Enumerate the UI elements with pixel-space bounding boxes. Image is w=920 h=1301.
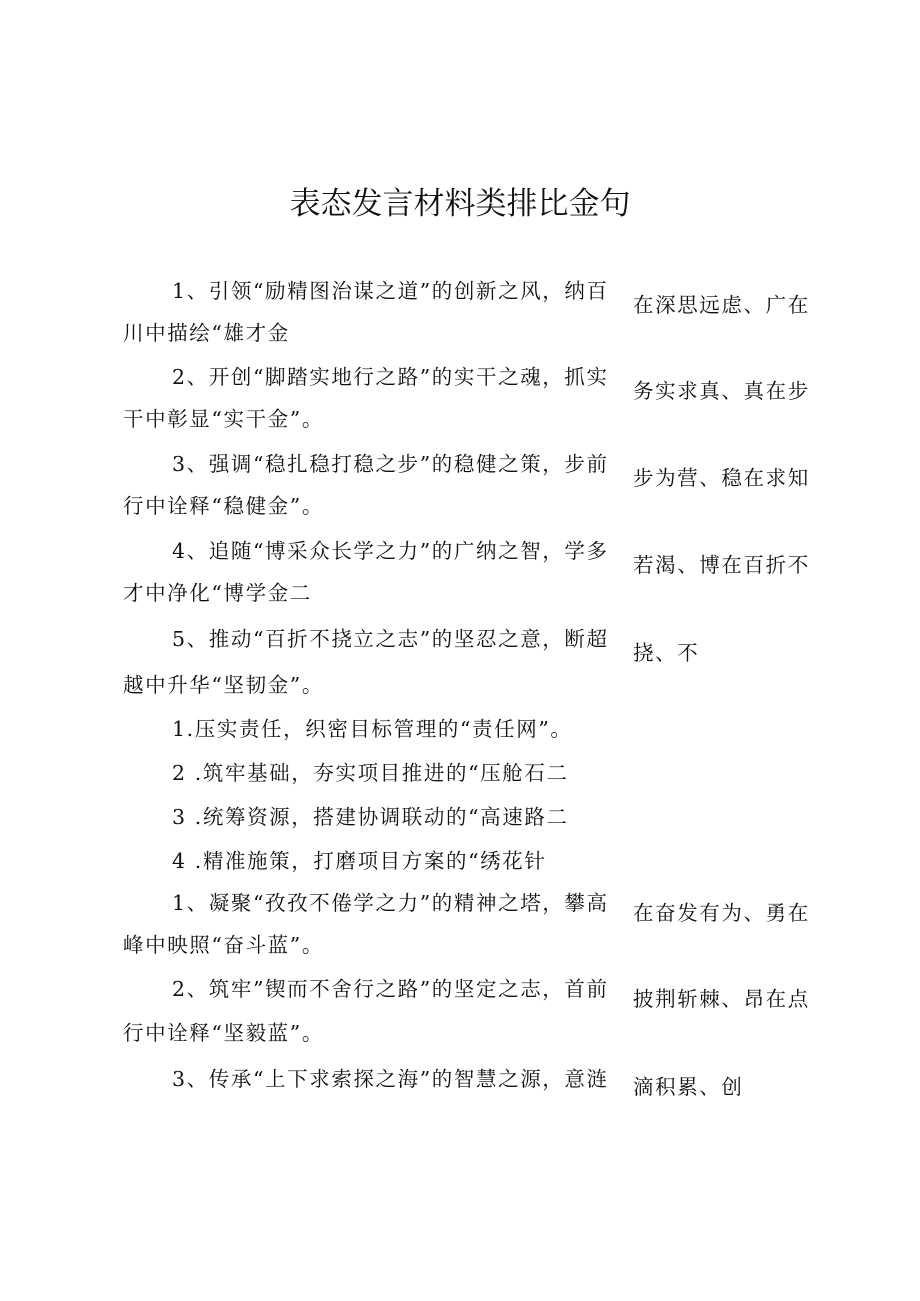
paragraph-line: 1.压实责任，织密目标管理的“责任网”。 — [172, 717, 573, 741]
paragraph-line: 2、开创“脚踏实地行之路”的实干之魂，抓实 — [172, 365, 609, 389]
paragraph-line-continuation: 在深思远虑、广在 — [633, 293, 810, 317]
paragraph-line: 才中净化“博学金二 — [123, 581, 312, 605]
paragraph-line: 5、推动“百折不挠立之志”的坚忍之意，断超 — [172, 627, 609, 651]
paragraph-line: 1、引领“励精图治谋之道”的创新之风，纳百 — [172, 279, 609, 303]
paragraph-line: 峰中映照“奋斗蓝”。 — [123, 933, 324, 957]
paragraph-line: 3 .统筹资源，搭建协调联动的“高速路二 — [172, 805, 569, 829]
paragraph-line-continuation: 滴积累、创 — [633, 1075, 744, 1099]
paragraph-line-continuation: 在奋发有为、勇在 — [633, 901, 810, 925]
paragraph-line: 川中描绘“雄才金 — [123, 321, 290, 345]
paragraph-line: 越中升华“坚韧金”。 — [123, 673, 324, 697]
paragraph-line: 3、传承“上下求索探之海”的智慧之源，意涟 — [172, 1067, 609, 1091]
page-title: 表态发言材料类排比金句 — [289, 186, 631, 222]
paragraph-line-continuation: 务实求真、真在步 — [633, 379, 810, 403]
paragraph-line-continuation: 挠、不 — [633, 641, 700, 665]
paragraph-line: 1、凝聚“孜孜不倦学之力”的精神之塔，攀高 — [172, 891, 609, 915]
paragraph-line: 行中诠释“稳健金”。 — [123, 494, 324, 518]
paragraph-line-continuation: 若渴、博在百折不 — [633, 553, 810, 577]
paragraph-line: 2、筑牢”锲而不舍行之路”的坚定之志，首前 — [172, 977, 609, 1001]
paragraph-line: 4、追随“博采众长学之力”的广纳之智，学多 — [172, 539, 609, 563]
paragraph-line: 4 .精准施策，打磨项目方案的“绣花针 — [172, 849, 547, 873]
paragraph-line: 行中诠释“坚毅蓝”。 — [123, 1021, 324, 1045]
paragraph-line-continuation: 披荆斩棘、昂在点 — [633, 987, 810, 1011]
paragraph-line: 2 .筑牢基础，夯实项目推进的“压舱石二 — [172, 761, 569, 785]
paragraph-line: 干中彰显“实干金”。 — [123, 407, 324, 431]
paragraph-line: 3、强调“稳扎稳打稳之步”的稳健之策，步前 — [172, 452, 609, 476]
paragraph-line-continuation: 步为营、稳在求知 — [633, 466, 810, 490]
